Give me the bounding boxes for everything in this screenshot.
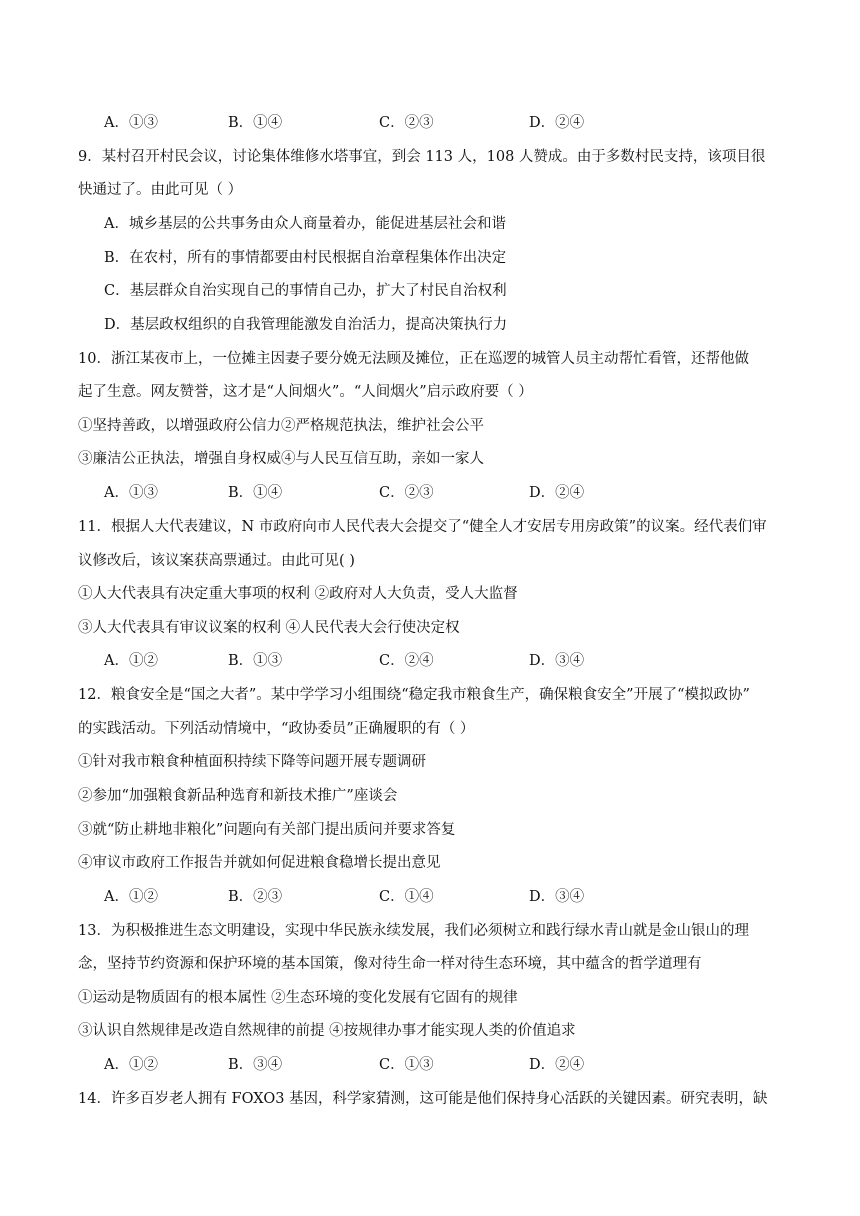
- q12-option-c: C．①④: [379, 889, 434, 905]
- q8-option-a: A．①③: [104, 115, 158, 131]
- q8-option-d: D．②④: [529, 115, 585, 131]
- q10-option-a: A．①③: [104, 485, 158, 501]
- q9-stem-line2: 快通过了。由此可见（ ）: [78, 182, 243, 198]
- q11-stem-line2: 议修改后，该议案获高票通过。由此可见( ): [78, 553, 355, 569]
- q11-option-d: D．③④: [529, 653, 585, 669]
- q8-options: [104, 113, 664, 133]
- q10-option-d: D．②④: [529, 485, 585, 501]
- q12-option-a: A．①②: [104, 889, 158, 905]
- q10-option-b: B．①④: [228, 485, 283, 501]
- q10-option-c: C．②③: [379, 485, 434, 501]
- q10-items-line2: ③廉洁公正执法，增强自身权威④与人民互信互助，亲如一家人: [78, 451, 484, 467]
- q13-option-b: B．③④: [228, 1057, 283, 1073]
- q11-items-line1: ①人大代表具有决定重大事项的权利 ②政府对人大负责，受人大监督: [78, 586, 518, 602]
- q9-option-d: D．基层政权组织的自我管理能激发自治活力，提高决策执行力: [104, 317, 508, 333]
- q12-options: [104, 887, 664, 907]
- q13-option-d: D．②④: [529, 1057, 585, 1073]
- q11-option-a: A．①②: [104, 653, 158, 669]
- q12-option-b: B．②③: [228, 889, 283, 905]
- q12-stem-line1: 12．粮食安全是“国之大者”。某中学学习小组围绕“稳定我市粮食生产，确保粮食安全”开展了“模拟政协”: [78, 687, 750, 703]
- q12-option-d: D．③④: [529, 889, 585, 905]
- q11-option-c: C．②④: [379, 653, 434, 669]
- q11-options: [104, 651, 664, 671]
- q14-stem-line1: 14．许多百岁老人拥有 FOXO3 基因，科学家猜测，这可能是他们保持身心活跃的关键因素。研究表明，缺: [78, 1091, 768, 1107]
- q8-option-b: B．①④: [228, 115, 283, 131]
- q11-items-line2: ③人大代表具有审议议案的权利 ④人民代表大会行使决定权: [78, 620, 460, 636]
- q13-option-c: C．①③: [379, 1057, 434, 1073]
- q8-option-c: C．②③: [379, 115, 434, 131]
- q11-option-b: B．①③: [228, 653, 283, 669]
- q12-item-1: ①针对我市粮食种植面积持续下降等问题开展专题调研: [78, 754, 426, 770]
- q13-stem-line2: 念，坚持节约资源和保护环境的基本国策，像对待生命一样对待生态环境，其中蕴含的哲学道理有: [78, 956, 702, 972]
- q10-options: [104, 483, 664, 503]
- q12-stem-line2: 的实践活动。下列活动情境中，“政协委员”正确履职的有（ ）: [78, 721, 475, 737]
- q13-items-line1: ①运动是物质固有的根本属性 ②生态环境的变化发展有它固有的规律: [78, 990, 518, 1006]
- q10-items-line1: ①坚持善政，以增强政府公信力②严格规范执法，维护社会公平: [78, 418, 484, 434]
- q9-option-c: C．基层群众自治实现自己的事情自己办，扩大了村民自治权利: [104, 283, 507, 299]
- q10-stem-line1: 10．浙江某夜市上，一位摊主因妻子要分娩无法顾及摊位，正在巡逻的城管人员主动帮忙看管，还帮他做: [78, 351, 749, 367]
- q12-item-3: ③就“防止耕地非粮化”问题向有关部门提出质问并要求答复: [78, 822, 456, 838]
- q13-items-line2: ③认识自然规律是改造自然规律的前提 ④按规律办事才能实现人类的价值追求: [78, 1023, 576, 1039]
- q11-stem-line1: 11．根据人大代表建议，N 市政府向市人民代表大会提交了“健全人才安居专用房政策”的议案。经代表们审: [78, 519, 767, 535]
- q12-item-2: ②参加“加强粮食新品种选育和新技术推广”座谈会: [78, 788, 398, 804]
- q9-option-a: A．城乡基层的公共事务由众人商量着办，能促进基层社会和谐: [104, 216, 506, 232]
- q9-option-b: B．在农村，所有的事情都要由村民根据自治章程集体作出决定: [104, 250, 507, 266]
- q13-option-a: A．①②: [104, 1057, 158, 1073]
- q9-stem-line1: 9．某村召开村民会议，讨论集体维修水塔事宜，到会 113 人，108 人赞成。由于多数村民支持，该项目很: [78, 149, 766, 165]
- q10-stem-line2: 起了生意。网友赞誉，这才是“人间烟火”。“人间烟火”启示政府要（ ）: [78, 384, 533, 400]
- q13-stem-line1: 13．为积极推进生态文明建设，实现中华民族永续发展，我们必须树立和践行绿水青山就是金山银山的理: [78, 923, 749, 939]
- q13-options: [104, 1055, 664, 1075]
- q12-item-4: ④审议市政府工作报告并就如何促进粮食稳增长提出意见: [78, 855, 441, 871]
